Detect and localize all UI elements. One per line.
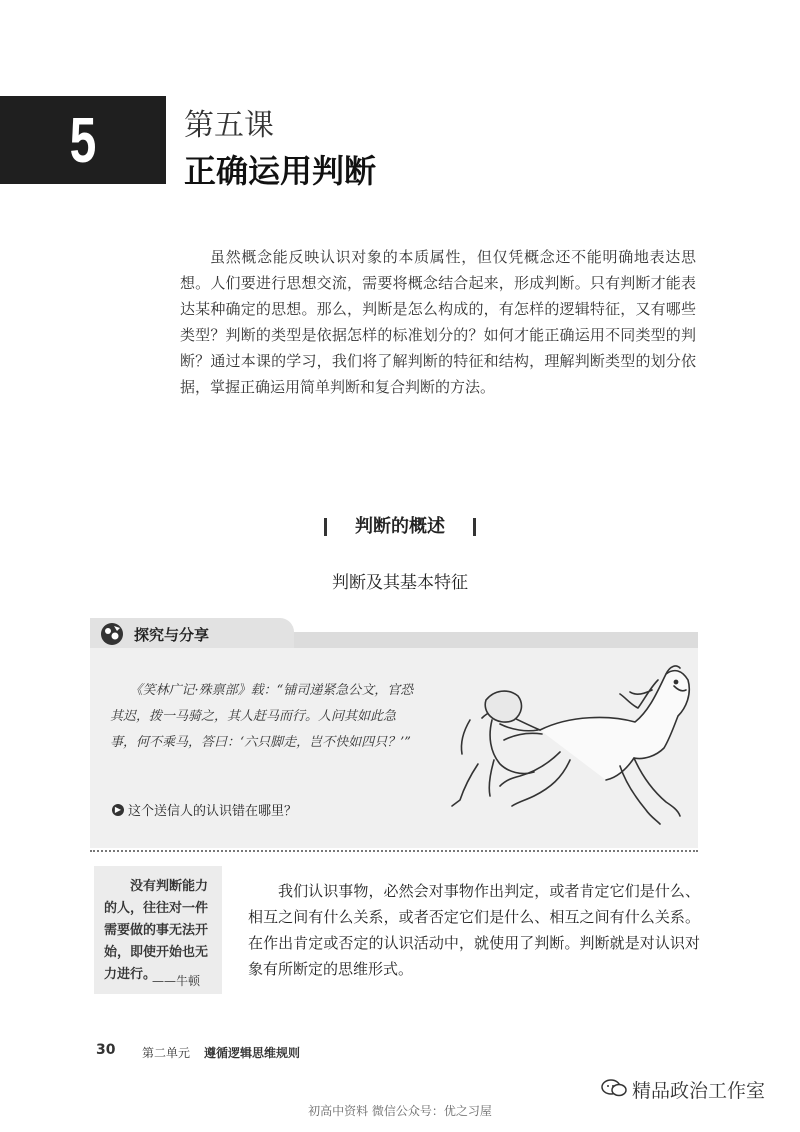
intro-paragraph: 虽然概念能反映认识对象的本质属性，但仅凭概念还不能明确地表达思想。人们要进行思想交流，需要将概念结合起来，形成判断。只有判断才能表达某种确定的思想。那么，判断是怎么构成的，有怎样的逻辑特征，又有哪些类型？判断的类型是依据怎样的标准划分的？如何才能正确运用不同类型的判断？通过本课的学习，我们将了解判断的特征和结构，理解判断类型的划分依据，掌握正确运用简单判断和复合判断的方法。	[180, 248, 696, 396]
section-heading	[0, 512, 800, 538]
wechat-icon	[600, 1078, 628, 1098]
explore-share-icon	[100, 622, 124, 646]
explore-question	[112, 800, 297, 819]
explore-quote: 《笑林广记·殊禀部》载：“铺司递紧急公文，官恐其迟，拨一马骑之，其人赶马而行。人问其如此急事，何不乘马，答曰：‘六只脚走，岂不快如四只？’”	[110, 683, 414, 750]
explore-title: 探究与分享	[134, 626, 210, 644]
sub-heading: 判断及其基本特征	[332, 573, 468, 593]
chapter-title: 正确运用判断	[184, 152, 377, 190]
section-heading-text: 判断的概述	[355, 516, 445, 537]
bottom-note: 初高中资料 微信公众号：优之习屋	[308, 1104, 492, 1118]
side-quote-text: 没有判断能力的人，往往对一件需要做的事无法开始，即使开始也无力进行。	[104, 879, 209, 982]
chapter-label: 第五课	[184, 108, 274, 143]
explore-question-text: 这个送信人的认识错在哪里？	[128, 804, 298, 819]
explore-header-strip	[292, 632, 698, 648]
unit-title: 遵循逻辑思维规则	[204, 1046, 301, 1060]
heading-bar-right	[473, 518, 476, 536]
question-marker-icon: ▶	[112, 804, 124, 816]
body-paragraph: 我们认识事物，必然会对事物作出判定，或者肯定它们是什么、相互之间有什么关系，或者否定它们是什么、相互之间有什么关系。在作出肯定或否定的认识活动中，就使用了判断。判断就是对认识对象有所断定的思维形式。	[248, 882, 700, 978]
unit-label: 第二单元	[142, 1046, 191, 1060]
chapter-number: 5	[69, 104, 97, 176]
horse-rider-illustration	[430, 660, 700, 830]
heading-bar-left	[324, 518, 327, 536]
watermark-text: 精品政治工作室	[632, 1080, 766, 1102]
section-divider	[90, 850, 698, 852]
side-quote-author: ——牛顿	[152, 974, 201, 988]
page-number: 30	[96, 1042, 116, 1058]
